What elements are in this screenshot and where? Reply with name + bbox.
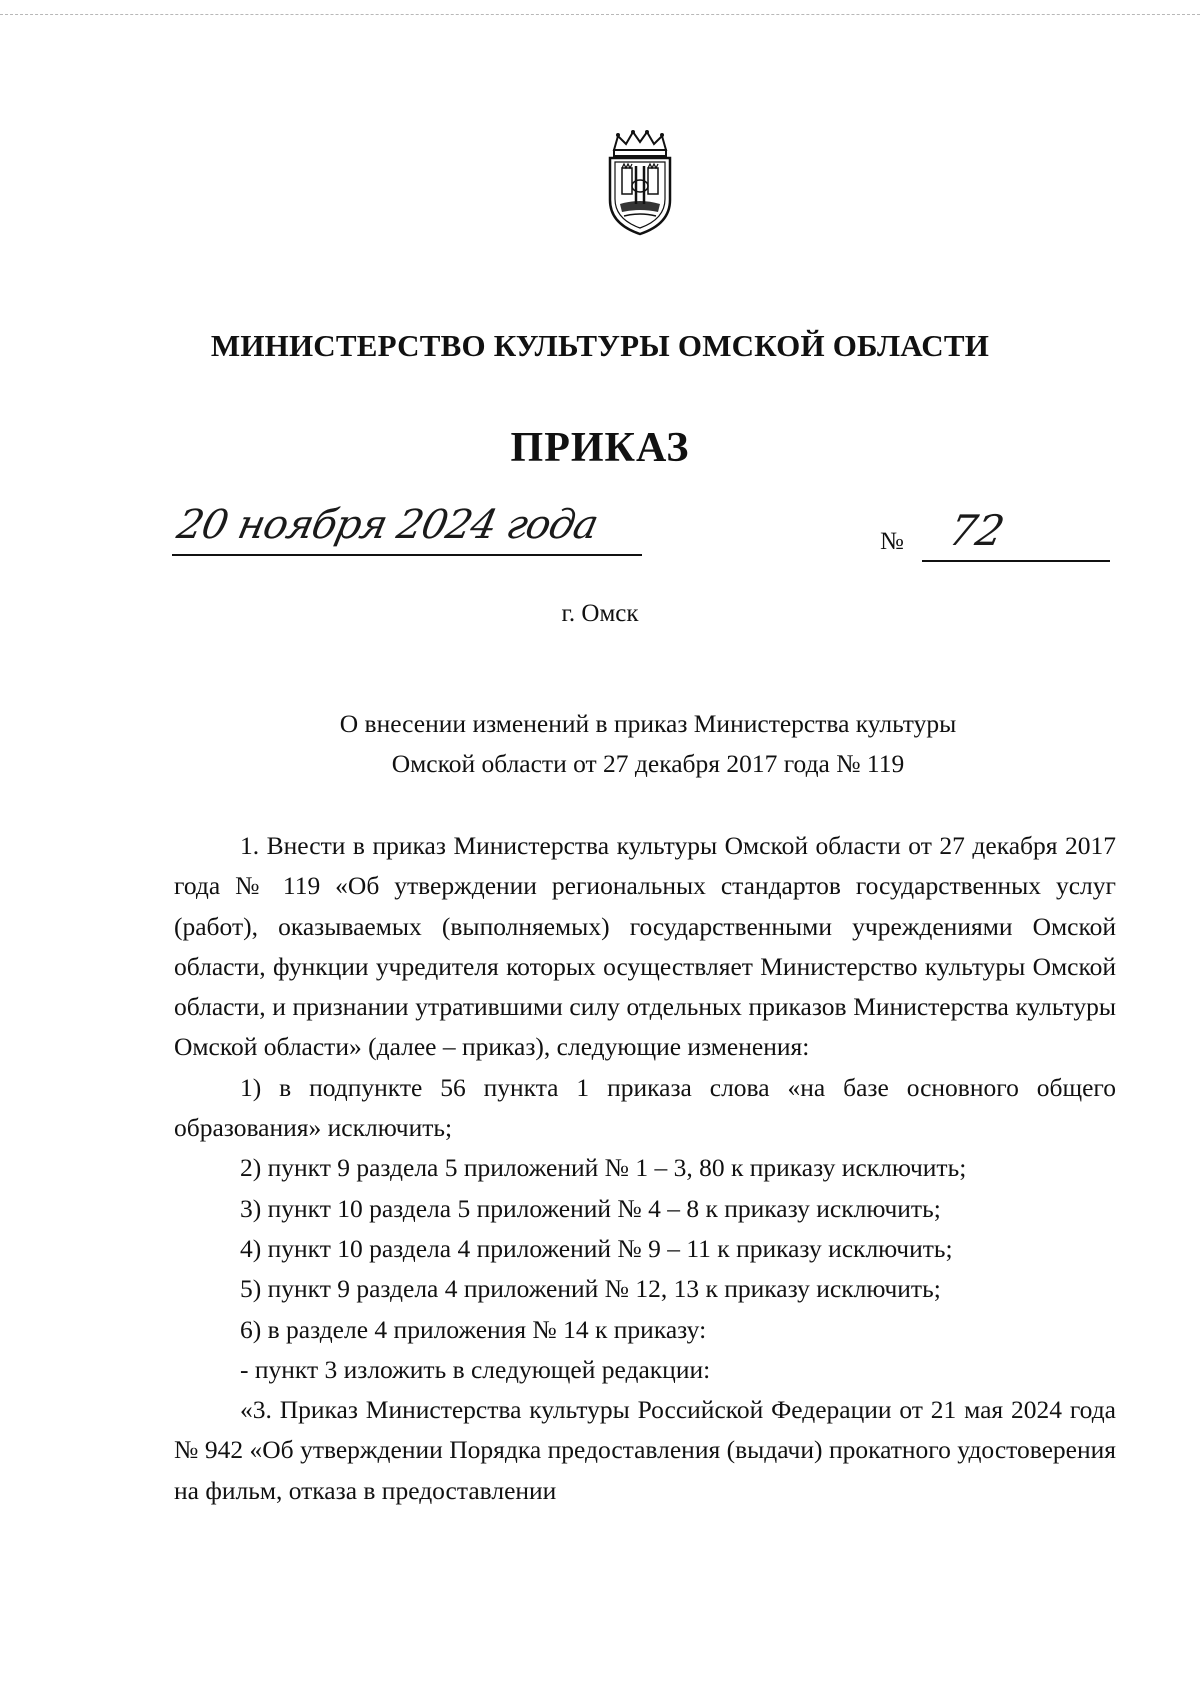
list-item-1: 1) в подпункте 56 пункта 1 приказа слова «на базе основного общего образования» исключить; [174, 1072, 1116, 1143]
city-label: г. Омск [561, 600, 639, 627]
date-underline [172, 554, 642, 556]
scan-edge-line [0, 14, 1200, 15]
list-item-4: 4) пункт 10 раздела 4 приложений № 9 – 11 к приказу исключить; [240, 1233, 953, 1263]
order-body [174, 826, 1116, 1511]
handwritten-date: 20 ноября 2024 года [173, 502, 602, 548]
subject-line-1: О внесении изменений в приказ Министерства культуры [339, 709, 957, 738]
number-field [880, 506, 1110, 564]
number-underline [922, 560, 1110, 562]
date-field [172, 498, 642, 566]
list-item-5: 5) пункт 9 раздела 4 приложений № 12, 13 к приказу исключить; [240, 1274, 941, 1304]
handwritten-number: 72 [944, 506, 1009, 555]
number-sign: № [880, 528, 904, 555]
list-item-6: 6) в разделе 4 приложения № 14 к приказу: [240, 1314, 707, 1344]
list-item-2: 2) пункт 9 раздела 5 приложений № 1 – 3, 80 к приказу исключить; [240, 1153, 967, 1183]
ministry-title: МИНИСТЕРСТВО КУЛЬТУРЫ ОМСКОЙ ОБЛАСТИ [210, 328, 990, 363]
order-subject [170, 704, 1126, 784]
subject-line-2: Омской области от 27 декабря 2017 года № 119 [391, 749, 905, 778]
coat-of-arms-icon [600, 128, 680, 238]
list-item-7: - пункт 3 изложить в следующей редакции: [240, 1354, 711, 1384]
list-item-3: 3) пункт 10 раздела 5 приложений № 4 – 8 к приказу исключить; [240, 1193, 941, 1223]
document-type-title: ПРИКАЗ [510, 425, 690, 471]
quoted-paragraph: «3. Приказ Министерства культуры Российской Федерации от 21 мая 2024 года № 942 «Об утверждении Порядка предоставления (выдачи) прокатного удостоверения на фильм, отказа в предоставлении [174, 1395, 1116, 1505]
paragraph-1: 1. Внести в приказ Министерства культуры Омской области от 27 декабря 2017 года № 119 «Об утверждении региональных стандартов государственных услуг (работ), оказываемых (выполняемых) государственными учреждениями Омской области, функции учредителя которых осуществляет Министерство культуры Омской области, и признании утратившими силу отдельных приказов Министерства культуры Омской области» (далее – приказ), следующие изменения: [174, 831, 1116, 1062]
